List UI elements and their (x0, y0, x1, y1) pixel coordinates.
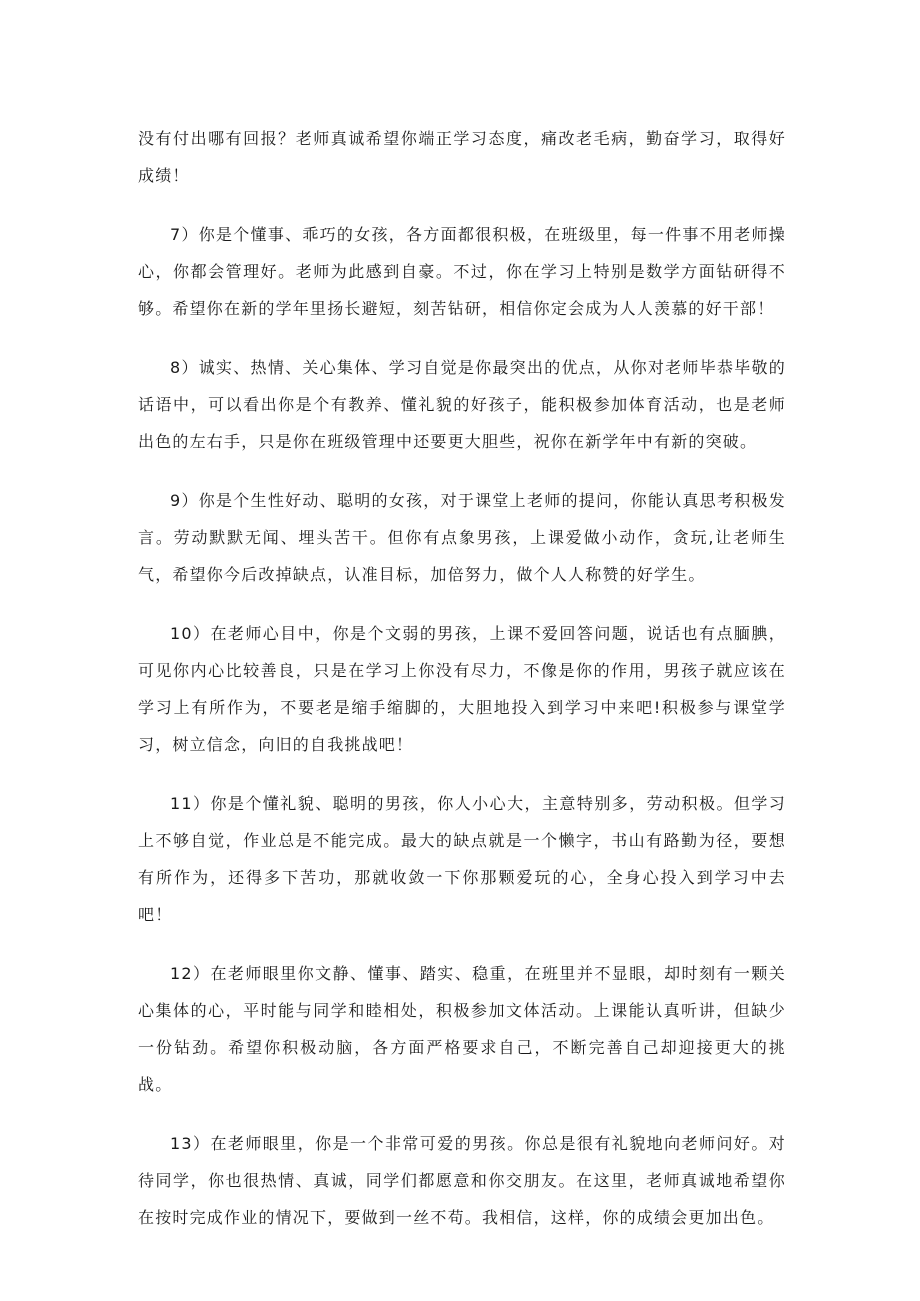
paragraph-comment-9: 9）你是个生性好动、聪明的女孩，对于课堂上老师的提问，你能认真思考积极发言。劳动默默无闻、埋头苦干。但你有点象男孩，上课爱做小动作，贪玩,让老师生气，希望你今后改掉缺点，认准目标，加倍努力，做个人人称赞的好学生。 (138, 491, 786, 584)
document-body (138, 120, 786, 1258)
paragraph-comment-12: 12）在老师眼里你文静、懂事、踏实、稳重，在班里并不显眼，却时刻有一颗关心集体的心，平时能与同学和睦相处，积极参加文体活动。上课能认真听讲，但缺少一份钻劲。希望你积极动脑，各方面严格要求自己，不断完善自己却迎接更大的挑战。 (138, 964, 786, 1094)
paragraph-comment-13: 13）在老师眼里，你是一个非常可爱的男孩。你总是很有礼貌地向老师问好。对待同学，你也很热情、真诚，同学们都愿意和你交朋友。在这里，老师真诚地希望你在按时完成作业的情况下，要做到一丝不苟。我相信，这样，你的成绩会更加出色。 (138, 1134, 786, 1227)
paragraph-continued: 没有付出哪有回报？老师真诚希望你端正学习态度，痛改老毛病，勤奋学习，取得好成绩！ (138, 129, 786, 185)
paragraph-comment-10: 10）在老师心目中，你是个文弱的男孩，上课不爱回答问题，说话也有点腼腆，可见你内心比较善良，只是在学习上你没有尽力，不像是你的作用，男孩子就应该在学习上有所作为，不要老是缩手缩脚的，大胆地投入到学习中来吧!积极参与课堂学习，树立信念，向旧的自我挑战吧！ (138, 624, 786, 754)
paragraph-comment-8: 8）诚实、热情、关心集体、学习自觉是你最突出的优点，从你对老师毕恭毕敬的话语中，可以看出你是个有教养、懂礼貌的好孩子，能积极参加体育活动，也是老师出色的左右手，只是你在班级管理中还要更大胆些，祝你在新学年中有新的突破。 (138, 358, 786, 451)
paragraph-comment-7: 7）你是个懂事、乖巧的女孩，各方面都很积极，在班级里，每一件事不用老师操心，你都会管理好。老师为此感到自豪。不过，你在学习上特别是数学方面钻研得不够。希望你在新的学年里扬长避短，刻苦钻研，相信你定会成为人人羡慕的好干部！ (138, 225, 786, 318)
paragraph-comment-11: 11）你是个懂礼貌、聪明的男孩，你人小心大，主意特别多，劳动积极。但学习上不够自觉，作业总是不能完成。最大的缺点就是一个懒字，书山有路勤为径，要想有所作为，还得多下苦功，那就收敛一下你那颗爱玩的心，全身心投入到学习中去吧！ (138, 794, 786, 924)
